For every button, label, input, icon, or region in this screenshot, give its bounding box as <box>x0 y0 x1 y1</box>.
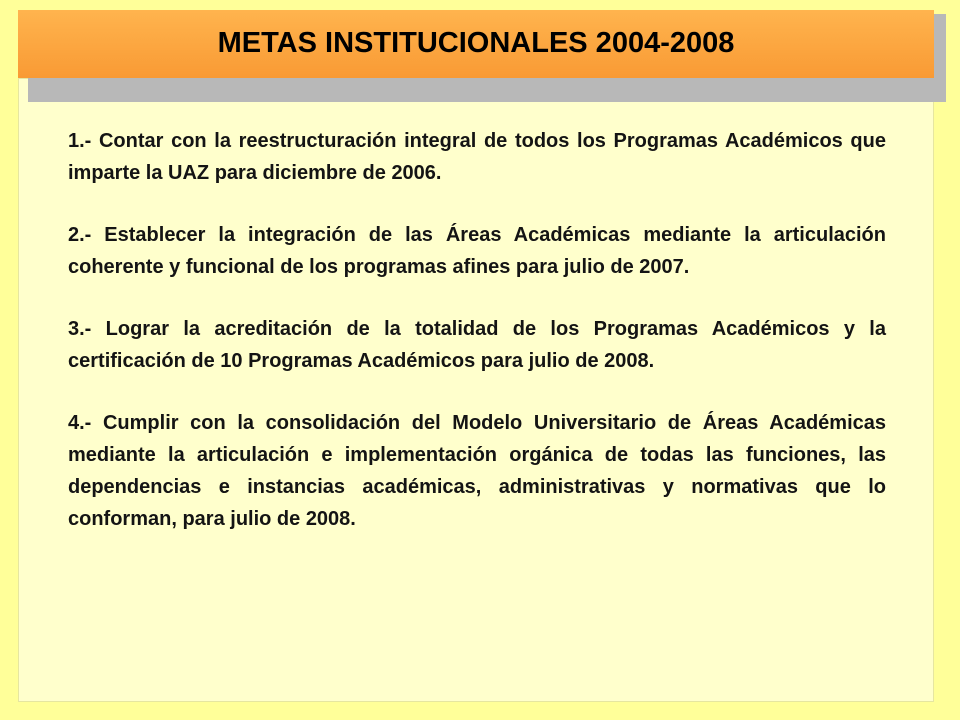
title-bar <box>18 10 934 78</box>
meta-item-2: 2.- Establecer la integración de las Áreas Académicas mediante la articulación coherente y funcional de los programas afines para julio de 2007. <box>68 224 886 278</box>
meta-item-3: 3.- Lograr la acreditación de la totalidad de los Programas Académicos y la certificación de 10 Programas Académicos para julio de 2008. <box>68 318 886 372</box>
metas-list <box>68 125 886 535</box>
meta-item-4: 4.- Cumplir con la consolidación del Modelo Universitario de Áreas Académicas mediante la articulación e implementación orgánica de todas las funciones, las dependencias e instancias académicas, administrativas y normativas que lo conforman, para julio de 2008. <box>68 412 886 530</box>
meta-item-1: 1.- Contar con la reestructuración integral de todos los Programas Académicos que imparte la UAZ para diciembre de 2006. <box>68 130 886 184</box>
slide-title: METAS INSTITUCIONALES 2004-2008 <box>217 27 735 59</box>
